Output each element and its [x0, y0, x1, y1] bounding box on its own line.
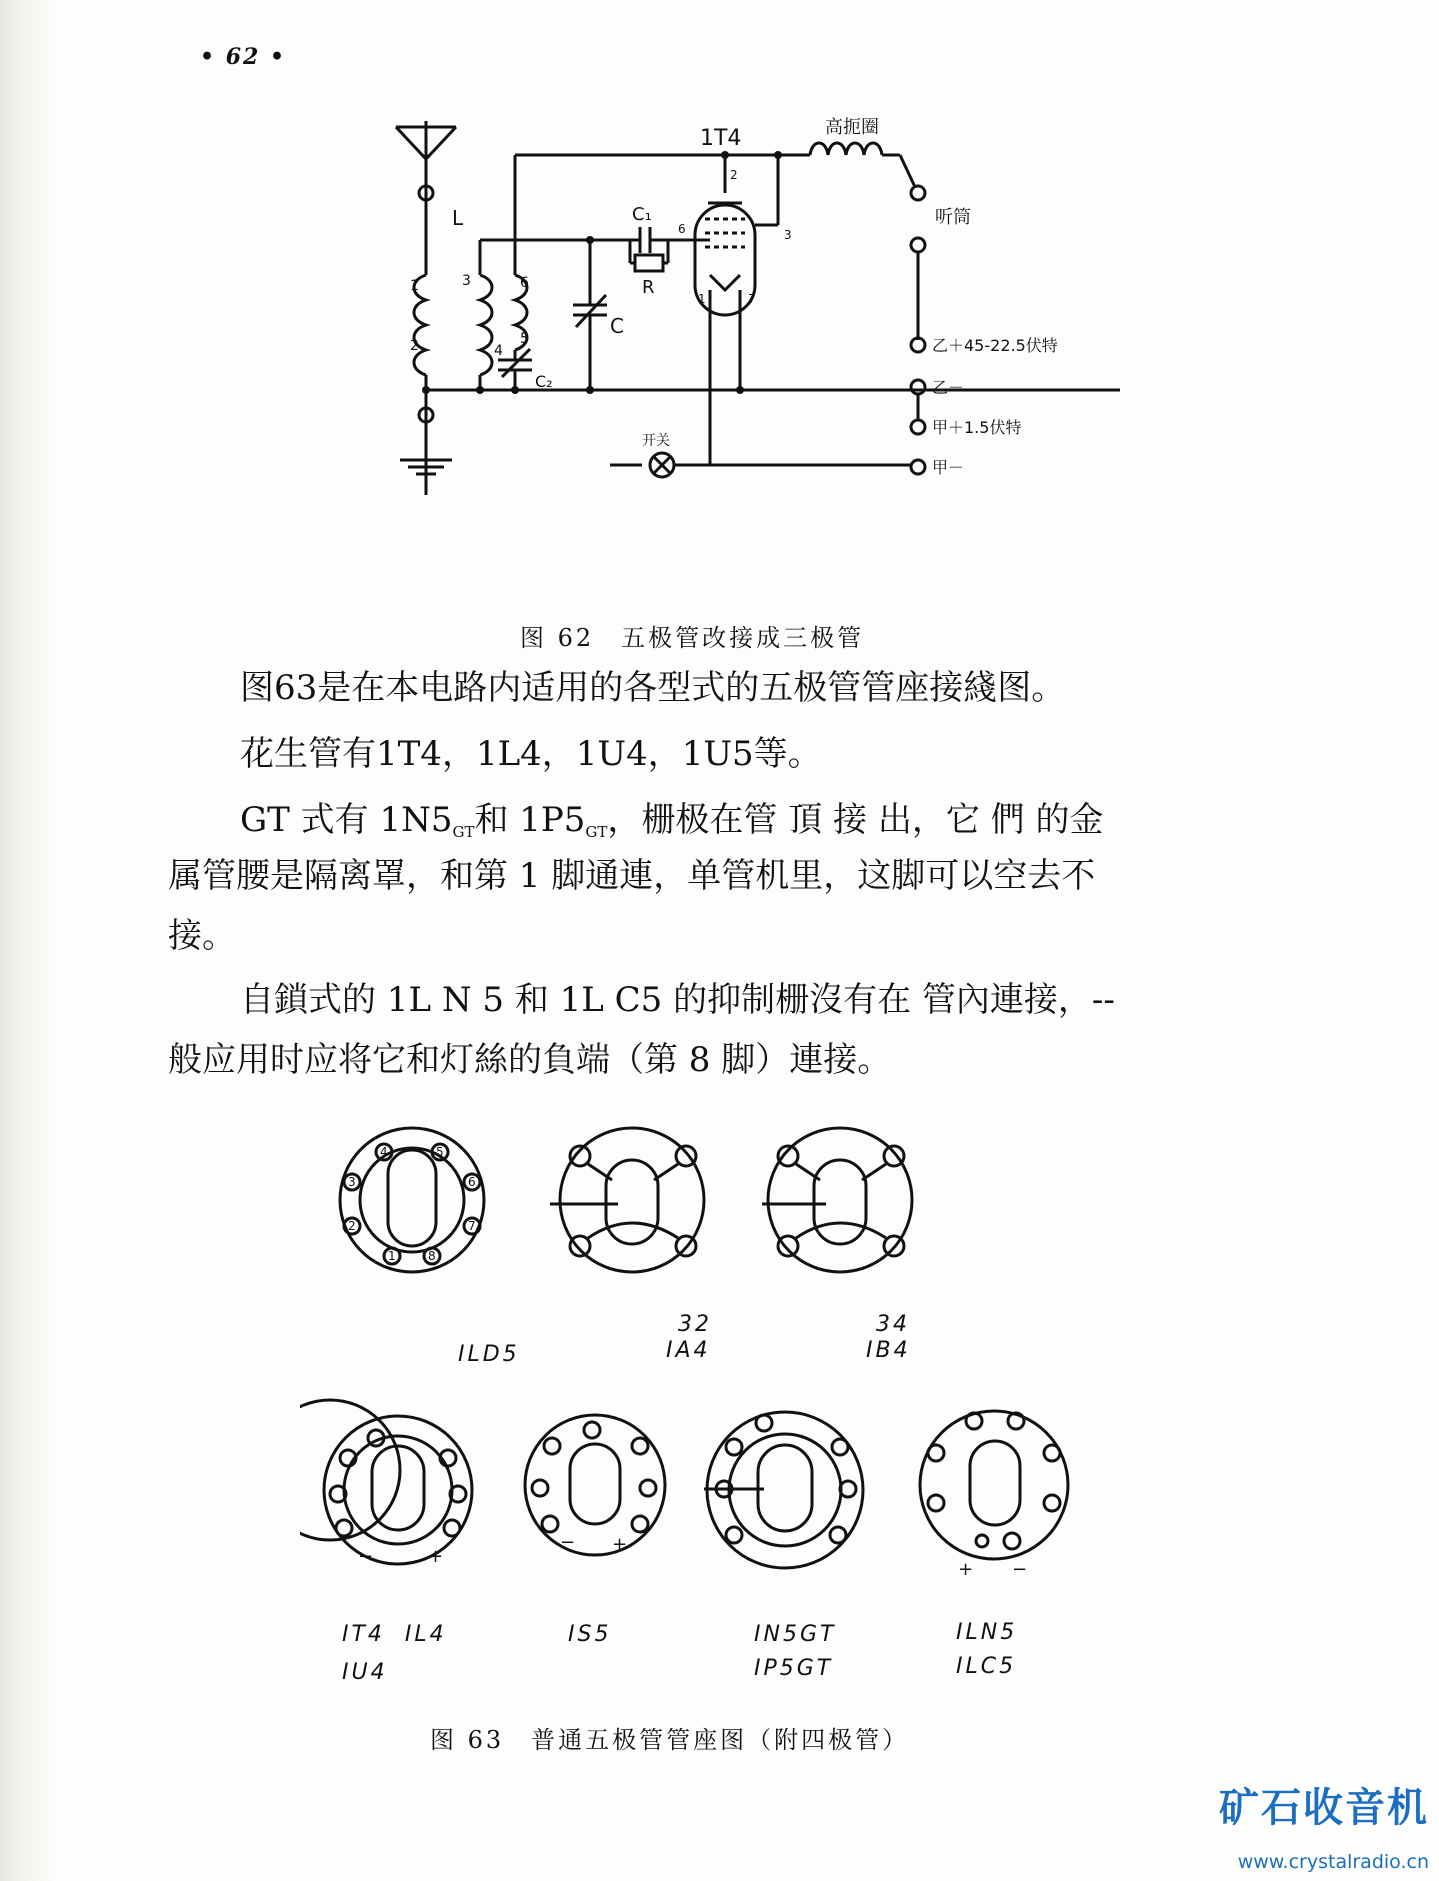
socket-1s5-minus: − — [560, 1532, 576, 1553]
label-ia4: IA4 — [666, 1338, 711, 1363]
pin6-label: 6 — [520, 275, 529, 291]
socket1-pin2: 2 — [348, 1219, 356, 1233]
label-34: 34 — [876, 1312, 910, 1337]
c2-label: C₂ — [535, 372, 553, 391]
tube-label: 1T4 — [700, 126, 742, 151]
figure-62-caption: 图 62 五极管改接成三极管 — [520, 624, 865, 652]
socket1-pin6: 6 — [468, 1175, 476, 1189]
switch-label: 开关 — [642, 433, 670, 449]
figure-63-sockets — [300, 1120, 1180, 1680]
label-1p5gt: IP5GT — [754, 1656, 834, 1681]
label-32: 32 — [678, 1312, 712, 1337]
label-1s5: IS5 — [568, 1622, 612, 1647]
paragraph-3-line3: 接。 — [168, 916, 236, 956]
paragraph-1: 图63是在本电路内适用的各型式的五极管管座接綫图。 — [240, 668, 1066, 708]
socket-1ln5-plus: + — [958, 1559, 974, 1580]
coil-label: L — [452, 206, 464, 230]
page-left-edge — [0, 0, 60, 1881]
tube-pin2-label: 2 — [730, 168, 738, 182]
socket-1s5-plus: + — [612, 1534, 628, 1555]
c-label: C — [610, 314, 624, 338]
paragraph-2: 花生管有1T4，1L4，1U4，1U5等。 — [240, 734, 822, 774]
b-minus-label: 乙－ — [932, 378, 965, 397]
tube-pin7-label: 7 — [748, 292, 756, 306]
socket-1ln5-minus: − — [1012, 1559, 1028, 1580]
tube-pin1-label: 1 — [698, 292, 706, 306]
socket-1s5 — [520, 1410, 670, 1560]
label-1u4: IU4 — [342, 1660, 388, 1685]
socket-1t4-minus: − — [358, 1546, 374, 1567]
socket1-pin3: 3 — [348, 1175, 356, 1189]
figure-62-schematic — [380, 115, 1120, 595]
paragraph-3-line1: GT 式有 $1N5_{GT}$和 $1P5_{GT}$，栅极在管 頂 接 出，它 們 的金 — [240, 800, 1104, 841]
tube-pin3-label: 3 — [784, 228, 792, 242]
socket1-pin1: 1 — [388, 1249, 396, 1263]
pin4-label: 4 — [494, 343, 503, 359]
tube-pin6-label: 6 — [678, 222, 686, 236]
choke-label: 高扼圈 — [825, 117, 879, 138]
c1-label: C₁ — [632, 204, 652, 225]
headphone-label: 听筒 — [935, 207, 971, 228]
pin3-label: 3 — [462, 273, 471, 289]
page-number: • 62 • — [200, 44, 287, 70]
pin1-label: 1 — [410, 278, 419, 294]
figure-63-caption: 图 63 普通五极管管座图（附四极管） — [430, 1726, 910, 1754]
pin5-label: 5 — [520, 331, 529, 347]
socket-1t4 — [318, 1410, 478, 1570]
label-1ln5: ILN5 — [956, 1620, 1018, 1645]
label-ild5: ILD5 — [458, 1342, 520, 1367]
a-minus-label: 甲－ — [932, 458, 965, 477]
pin2-label: 2 — [410, 338, 419, 354]
socket-1ln5 — [912, 1405, 1077, 1580]
b-plus-label: 乙＋45-22.5伏特 — [932, 336, 1058, 355]
paragraph-4-line2: 般应用时应将它和灯絲的負端（第 8 脚）連接。 — [168, 1040, 892, 1080]
socket1-pin4: 4 — [380, 1145, 388, 1159]
label-1t4-1l4: IT4 IL4 — [342, 1622, 447, 1647]
paragraph-3-line2: 属管腰是隔离罩，和第 1 脚通連，单管机里，这脚可以空去不 — [168, 856, 1096, 896]
socket-1t4-plus: + — [428, 1546, 444, 1567]
label-1lc5: ILC5 — [956, 1654, 1017, 1679]
r-label: R — [642, 277, 655, 298]
socket1-pin8: 8 — [428, 1249, 436, 1263]
socket1-pin5: 5 — [436, 1145, 444, 1159]
a-plus-label: 甲＋1.5伏特 — [932, 418, 1022, 437]
socket-1n5gt — [700, 1405, 870, 1575]
watermark-url: www.crystalradio.cn — [1237, 1851, 1429, 1873]
label-ib4: IB4 — [866, 1338, 911, 1363]
socket1-pin7: 7 — [468, 1219, 476, 1233]
watermark-title: 矿石收音机 — [1219, 1785, 1429, 1831]
label-1n5gt: IN5GT — [754, 1622, 837, 1647]
paragraph-4-line1: 自鎖式的 1L N 5 和 1L C5 的抑制栅沒有在 管內連接，-- — [240, 980, 1115, 1020]
